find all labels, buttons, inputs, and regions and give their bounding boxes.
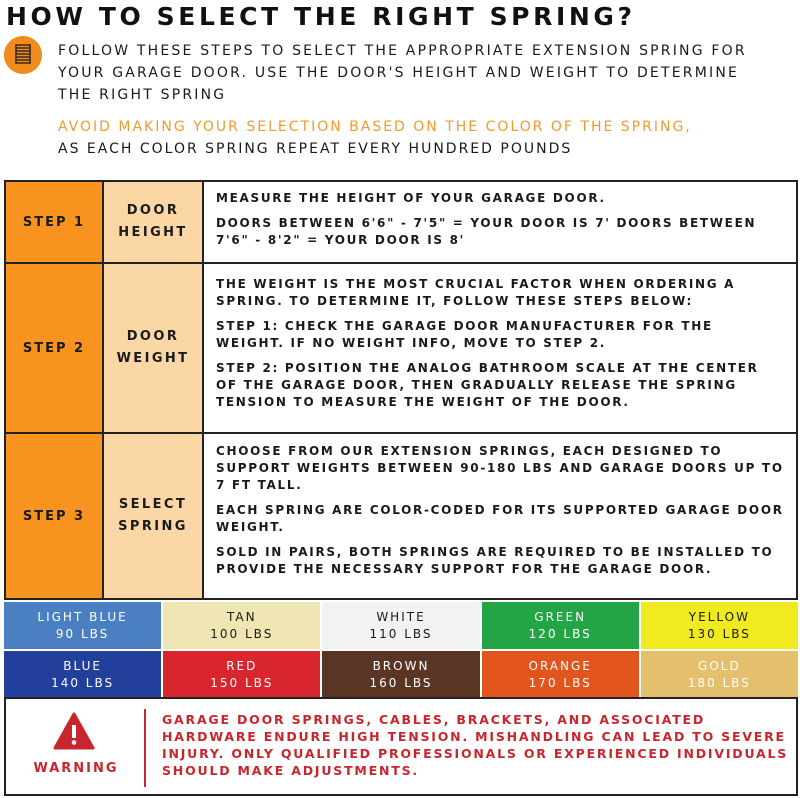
step-label: STEP 3	[6, 434, 104, 598]
swatch-weight: 120 LBS	[528, 626, 592, 641]
step-paragraph: MEASURE THE HEIGHT OF YOUR GARAGE DOOR.	[216, 191, 606, 205]
step-name-line: SELECT	[118, 497, 188, 512]
color-note-reason: AS EACH COLOR SPRING REPEAT EVERY HUNDRED POUNDS	[58, 141, 573, 157]
step-label: STEP 1	[6, 182, 104, 262]
step-description	[204, 264, 796, 432]
swatch-color-name: LIGHT BLUE	[37, 609, 128, 624]
color-swatch	[322, 602, 479, 649]
swatch-weight: 160 LBS	[369, 675, 433, 690]
swatch-weight: 130 LBS	[687, 626, 751, 641]
swatch-weight: 140 LBS	[51, 675, 115, 690]
step-name	[104, 264, 204, 432]
step-row	[6, 264, 796, 434]
swatch-weight: 150 LBS	[210, 675, 274, 690]
step-description	[204, 182, 796, 262]
spring-coil-icon	[4, 36, 42, 74]
swatch-color-name: WHITE	[376, 609, 426, 624]
swatch-weight: 90 LBS	[55, 626, 110, 641]
swatch-weight: 100 LBS	[210, 626, 274, 641]
step-paragraph: STEP 1: CHECK THE GARAGE DOOR MANUFACTURER FOR THE WEIGHT. IF NO WEIGHT INFO, MOVE TO STEP 2.	[216, 319, 713, 350]
warning-text: GARAGE DOOR SPRINGS, CABLES, BRACKETS, AND ASSOCIATED HARDWARE ENDURE HIGH TENSION. MISHANDLING CAN LEAD TO SEVERE INJURY. ONLY QUALIFIED PROFESSIONALS OR EXPERIENCED INDIVIDUALS SHOULD MAKE ADJUSTMENTS.	[162, 712, 789, 778]
color-note	[58, 116, 798, 160]
swatch-weight: 110 LBS	[369, 626, 433, 641]
warning-divider	[144, 709, 146, 787]
step-name-line: DOOR	[126, 203, 180, 218]
warning-triangle-icon	[52, 711, 96, 751]
step-name	[104, 434, 204, 598]
color-swatch	[482, 651, 639, 698]
step-paragraph: CHOOSE FROM OUR EXTENSION SPRINGS, EACH DESIGNED TO SUPPORT WEIGHTS BETWEEN 90-180 LBS AND GARAGE DOORS UP TO 7 FT TALL.	[216, 444, 784, 492]
swatch-color-name: YELLOW	[688, 609, 750, 624]
color-swatch	[4, 651, 161, 698]
color-swatch	[4, 602, 161, 649]
step-row	[6, 182, 796, 264]
swatch-weight: 170 LBS	[528, 675, 592, 690]
swatch-weight: 180 LBS	[687, 675, 751, 690]
page-title: HOW TO SELECT THE RIGHT SPRING?	[6, 2, 636, 31]
step-name-line: HEIGHT	[118, 225, 188, 240]
step-label: STEP 2	[6, 264, 104, 432]
swatch-color-name: ORANGE	[528, 658, 592, 673]
swatch-color-name: GOLD	[698, 658, 741, 673]
color-swatch	[163, 651, 320, 698]
swatch-color-name: BLUE	[63, 658, 102, 673]
color-swatch	[641, 602, 798, 649]
step-paragraph: THE WEIGHT IS THE MOST CRUCIAL FACTOR WHEN ORDERING A SPRING. TO DETERMINE IT, FOLLOW THESE STEPS BELOW:	[216, 277, 736, 308]
swatch-color-name: RED	[226, 658, 258, 673]
color-swatch	[641, 651, 798, 698]
step-paragraph: STEP 2: POSITION THE ANALOG BATHROOM SCALE AT THE CENTER OF THE GARAGE DOOR, THEN GRADUALLY RELEASE THE SPRING TENSION TO MEASURE THE WEIGHT OF THE DOOR.	[216, 361, 759, 409]
color-swatch	[482, 602, 639, 649]
step-row	[6, 434, 796, 598]
intro-text: FOLLOW THESE STEPS TO SELECT THE APPROPRIATE EXTENSION SPRING FOR YOUR GARAGE DOOR. USE THE DOOR'S HEIGHT AND WEIGHT TO DETERMINE THE RIGHT SPRING	[58, 43, 747, 103]
color-swatch	[322, 651, 479, 698]
step-name-line: DOOR	[126, 329, 180, 344]
step-name	[104, 182, 204, 262]
warning-label: WARNING	[33, 761, 119, 776]
step-name-line: SPRING	[118, 519, 188, 534]
swatch-color-name: TAN	[226, 609, 257, 624]
step-description	[204, 434, 796, 598]
color-swatch	[163, 602, 320, 649]
step-name-line: WEIGHT	[116, 351, 190, 366]
swatch-color-name: BROWN	[372, 658, 430, 673]
step-paragraph: DOORS BETWEEN 6'6" - 7'5" = YOUR DOOR IS 7' DOORS BETWEEN 7'6" - 8'2" = YOUR DOOR IS 8'	[216, 216, 757, 247]
steps-table	[4, 180, 798, 600]
swatch-color-name: GREEN	[534, 609, 587, 624]
spring-color-chart	[4, 600, 798, 695]
step-paragraph: EACH SPRING ARE COLOR-CODED FOR ITS SUPPORTED GARAGE DOOR WEIGHT.	[216, 503, 784, 534]
step-paragraph: SOLD IN PAIRS, BOTH SPRINGS ARE REQUIRED TO BE INSTALLED TO PROVIDE THE NECESSARY SUPPORT FOR THE GARAGE DOOR.	[216, 545, 774, 576]
warning-box	[4, 697, 798, 796]
color-note-warning: AVOID MAKING YOUR SELECTION BASED ON THE COLOR OF THE SPRING,	[58, 119, 692, 135]
